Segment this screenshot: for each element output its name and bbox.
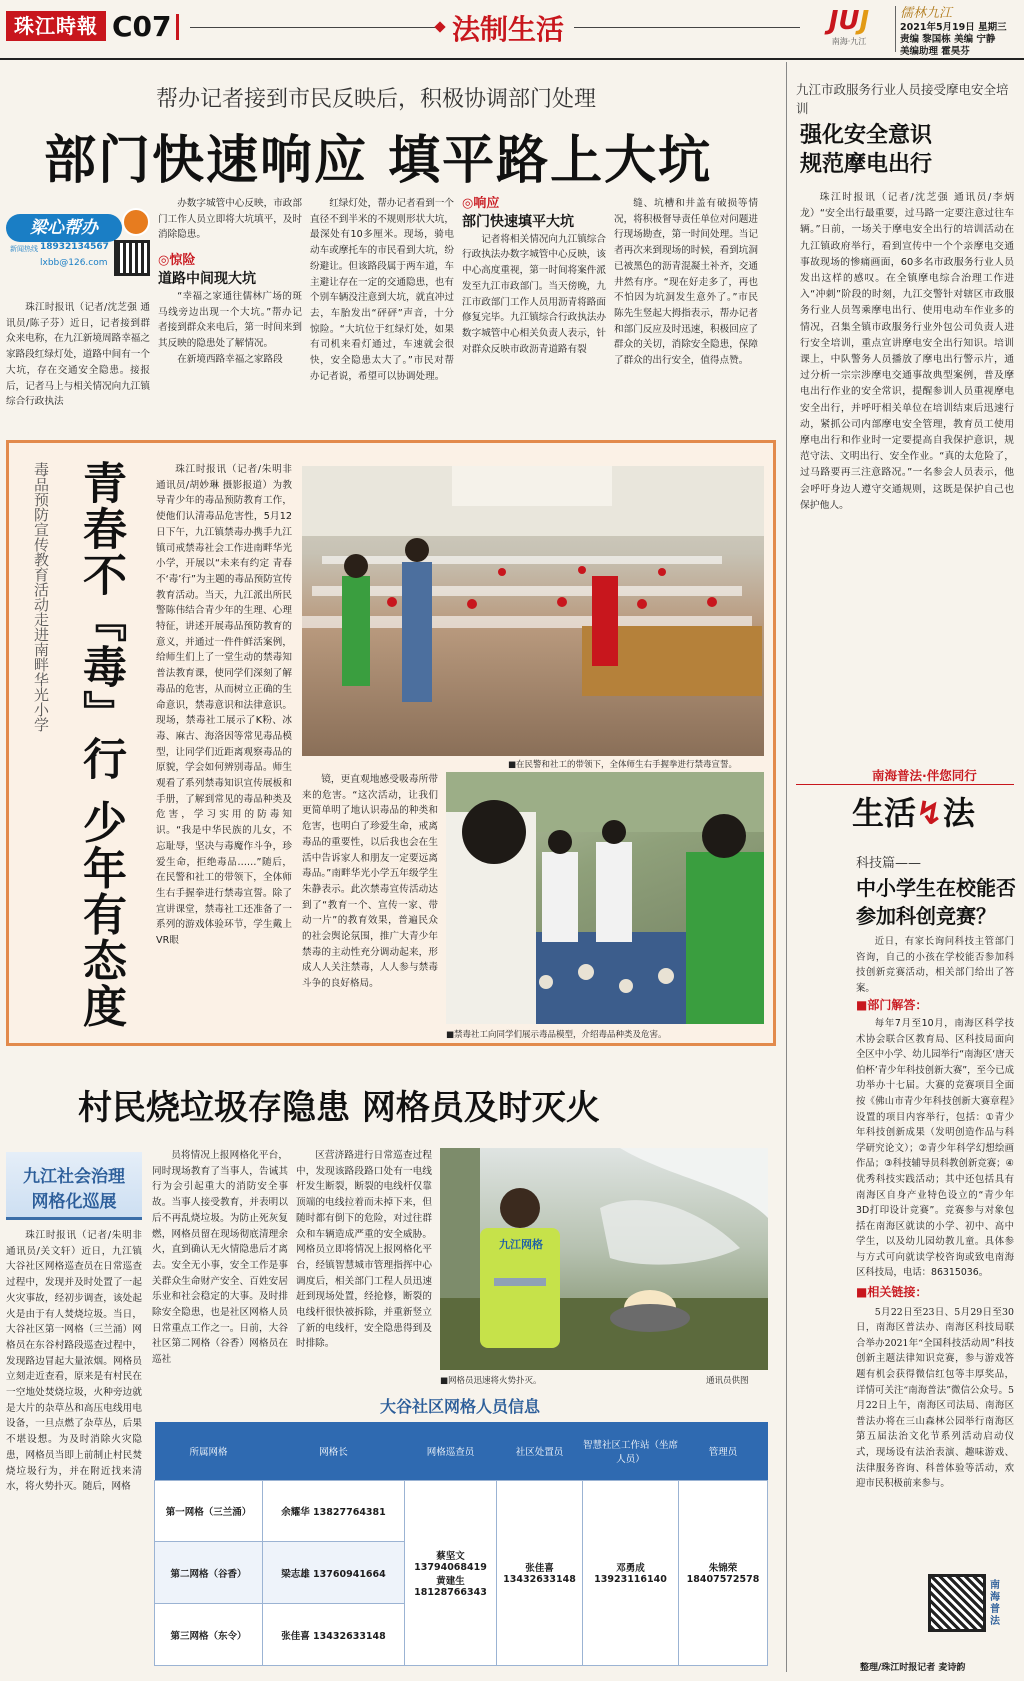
masthead-divider xyxy=(895,6,896,52)
paper-name: 珠江時報 xyxy=(6,11,106,41)
antidrug-col-1: 珠江时报讯（记者/朱明非 通讯员/胡妙琳 摄影报道）为教导青少年的毒品预防教育工作，使他们认清毒品危害性，5月12日下午，九江镇禁毒办携手九江镇司戒禁毒社会工作进南畔华光小学，开展以“未来有约定 青春不‘毒’行”为主题的毒品预防宣传教育活动。当天，九江派出所民警陈伟结合青少年的生理、心理特征，讲述开展毒品预防教育的意义，并通过一件件鲜活案例，给师生们上了一堂生动的禁毒知普法教育课，使同学们深刻了解毒品的危害，从而树立正确的生命意识，禁毒意识和法律意识。现场，禁毒社工展示了K粉、冰毒、麻古、海洛因等常见毒品模型，让同学们近距离观察毒品的原貌，学会如何辨别毒品。师生观看了系列禁毒知识宣传展板和手册，了解到常见的毒品种类及危害，学习实用的防毒知识。“我是中华民族的儿女，不忘耻辱，坚决与毒魔作斗争，珍爱生命，拒绝毒品……”随后，在民警和社工的带领下，全体师生右手握拳进行禁毒宣誓。除了宣讲课堂，禁毒社工还准备了一系列的游戏体验环节，学生戴上VR眼 xyxy=(156,464,292,947)
sidebar1-kicker: 九江市政服务行业人员接受摩电安全培训 xyxy=(796,82,1009,116)
grid-badge-line-2: 网格化巡展 xyxy=(31,1192,117,1212)
sidebar1-body: 珠江时报讯（记者/沈芝强 通讯员/李炳龙）“安全出行最重要，过马路一定要注意过往车辆。”日前，一场关于摩电安全出行的培训活动在九江镇政府举行，看到宣传中一个个亲摩电交通事故现场的惨痛画面，60多名市政服务行业人员发出这样的感叹。在全镇摩电综合治理工作进入“冲刺”阶段的时刻，九江交警针对辖区市政服务行业人员驾乘摩电出行、使用电动车作业多的情况，召集全镇市政服务行业外包公司负责人进行安全培训，重点宣讲摩电安全出行知识。培训课上，中队警务人员播放了摩电出行警示片，通过分析一宗宗涉摩电交通事故典型案例，普及摩电出行作业的安全常识，提醒参训人员重视摩电安全出行，并呼吁相关单位在培训结束后迅速行动，紧抓公司内部摩电安全管理，教育员工使用摩电出行和作业时一定要提高自我保护意识，规范守法、文明出行、安全作业。“真的太危险了，过马路要再三注意路况。”一名参会人员表示，他会呼吁身边人遵守交通规则，这既是保护自己也保护他人。 xyxy=(800,192,1014,511)
grid-badge xyxy=(6,1152,142,1220)
sidebar-divider xyxy=(786,62,787,1672)
sidebar2-credit: 整理/珠江时报记者 麦诗韵 xyxy=(860,1663,966,1673)
page-divider xyxy=(176,14,179,40)
fire-col-2: 员将情况上报网格化平台，同时现场教育了当事人，告诫其行为会引起重大的消防安全事故。当事人接受教育，并表明以后不再乱烧垃圾。为防止死灰复燃，网格员留在现场彻底清理余火，直到确认无火情隐患后才离去。安全无小事，安全工作是事关群众生命财产安全、百姓安居乐业和社会稳定的大事。及时排除安全隐患，也是社区网格人员日常重点工作之一。日前，大谷社区第二网格（谷香）网格员在巡社 xyxy=(152,1150,288,1366)
fire-vest-label: 九江网格 xyxy=(499,1238,543,1251)
sidebar2-body: 近日，有家长询问科技主管部门咨询，自己的小孩在学校能否参加科技创新竞赛活动，相关部门给出了答案。 ■部门解答： 每年7月至10月，南海区科学技术协会联合区教育局、区科技局面向全区中小学、幼儿园举行“南海区‘唐天伯杯’青少年科技创新大赛”，至今已成功举办十七届。大赛的竞赛项目全面按《佛山市青少年科技创新大赛章程》设置的项目内容举行，包括：①青少年科技创新成果（发明创造作品与科学研究论文）；②青少年科学幻想绘画作品；③科技辅导员科教创新竞赛；④优秀科技实践活动；其中还包括具有南海区自身产业特色设立的“青少年3D打印设计竞赛”。竞赛参与对象包括在南海区就读的小学、初中、高中学生，以及幼儿园幼教儿童。具体参与方式可向就读学校咨询或致电南海区科技局，电话：86315036。 ■相关链接： 5月22日至23日、5月29日至30日，南海区普法办、南海区科技局联合举办2021年“全国科技活动周”科技创新主题法律知识竞赛，参与游戏答题有机会获得微信红包等丰厚奖品，详情可关注“南海普法”微信公众号。5月22日上午，南海区司法局、南海区普法办将在三山森林公园举行南海区第五届法治文化节系列活动启动仪式，现场设有法治表演、趣味游戏、法律服务咨询、科普体验等活动，欢迎市民积极前来参与。 xyxy=(856,936,1014,1490)
subhead-fix: 部门快速填平大坑 xyxy=(462,213,574,230)
table-row: 第二网格（谷香） 梁志雄 13760941664 xyxy=(155,1542,768,1604)
th-leader: 网格长 xyxy=(319,1446,348,1458)
bolt-icon: ↯ xyxy=(916,794,943,832)
grid-table xyxy=(154,1422,768,1666)
fire-credit: 通讯员供图 xyxy=(706,1376,749,1386)
help-logo xyxy=(6,208,156,280)
main-col-3: 红绿灯处，帮办记者看到一个直径不到半米的不规则形状大坑，最深处有10多厘米。现场，骑电动车或摩托车的市民看到大坑，纷纷避让。但该路段属于两车道，车主避让存在一定的交通隐患，也有个别车辆没注意到大坑，就直冲过去，车胎发出“砰砰”声音，十分惊险。“大坑位于红绿灯处，如果有司机来看灯通过，车速就会很快，安全隐患太大了。”市民对帮办记者说，希望可以协调处理。 xyxy=(310,198,454,382)
sidebar1-title-2: 规范摩电出行 xyxy=(800,152,933,177)
sidebar2-banner: 南海普法·伴您同行 xyxy=(872,768,977,783)
sidebar2-logo-text-1: 生活 xyxy=(852,794,917,832)
th-admin: 管理员 xyxy=(708,1446,738,1458)
slogan: 儒林九江 xyxy=(900,6,953,21)
antidrug-photo-oath xyxy=(302,466,764,756)
cell-station: 邓勇成 13923116140 xyxy=(583,1480,679,1666)
help-logo-phone: 18932134567 xyxy=(40,242,109,252)
help-logo-avatar xyxy=(122,208,150,236)
fire-headline: 村民烧垃圾存隐患 网格员及时灭火 xyxy=(78,1088,600,1128)
antidrug-col-2: 镜，更直观地感受吸毒所带来的危害。“这次活动，让我们更简单明了地认识毒品的种类和危害，也明白了珍爱生命，戒离毒品的重要性，以后我也会在生活中告诉家人和朋友一定要远离毒品。”南畔华光小学五年级学生朱静表示。此次禁毒宣传活动达到了“教育一个、宣传一家、带动一片”的教育效果，普遍民众的社会舆论氛围，推广大青少年禁毒的主动性充分调动起来，形成人人关注禁毒，人人参与禁毒斗争的良好格局。 xyxy=(302,774,438,990)
sidebar2-banner-rule xyxy=(796,784,1014,785)
th-handler: 社区处置员 xyxy=(515,1446,564,1458)
main-col-5: 缝、坑槽和井盖有破损等情况，将积极督导责任单位对问题进行现场勘查，第一时间处理。当记者再次来到现场的时候，看到坑洞已被黑色的沥青混凝土补齐，交通井然有序。“现在好走多了，再也不怕因为坑洞发生意外了。”市民陈先生竖起大拇指表示，帮办记者和部门反应及时迅速，积极回应了群众的关切，消除安全隐患，保障了群众的出行安全，值得点赞。 xyxy=(614,198,758,367)
main-kicker: 帮办记者接到市民反映后，积极协调部门处理 xyxy=(156,87,597,112)
sidebar2-head-answer: ■部门解答： xyxy=(856,998,928,1013)
sidebar2-logo-text-2: 法 xyxy=(942,794,975,832)
fire-col-3: 区营济路进行日常巡查过程中，发现该路段路口处有一电线杆发生断裂，断裂的电线杆仅靠顶端的电线拉着而未掉下来，但随时都有倒下的危险，对过往群众和车辆造成严重的安全威胁。网格员立即将情况上报网格化平台，经镇智慧城市管理指挥中心调度后，相关部门工程人员迅速赶到现场处置，经抢修，断裂的电线杆很快被拆除，并重新竖立了新的电线杆，安全隐患得到及时排除。 xyxy=(296,1150,432,1350)
section-label-response: ◎响应 xyxy=(462,196,500,211)
masthead-rule xyxy=(0,58,1024,60)
sidebar2-title-1: 中小学生在校能否 xyxy=(856,876,1016,900)
section-diamond-icon xyxy=(434,21,445,32)
main-col-1: 珠江时报讯（记者/沈芝强 通讯员/陈子芬）近日，记者接到群众来电称，在九江新境周路幸福之家路段红绿灯处，道路中间有一个大坑，存在交通安全隐患。接报后，记者马上与相关情况向九江镇综合行政执法 xyxy=(6,302,150,408)
masthead xyxy=(0,0,1024,58)
cell-handler: 张佳喜 13432633148 xyxy=(497,1480,583,1666)
antidrug-photo-display xyxy=(446,772,764,1024)
editors-line-2: 美编助理 霍昊芬 xyxy=(900,46,970,57)
sidebar2-logo xyxy=(852,788,1012,836)
main-headline: 部门快速响应 填平路上大坑 xyxy=(44,130,713,191)
issue-date: 2021年5月19日 星期三 xyxy=(900,22,1007,33)
help-logo-email: lxbb@126.com xyxy=(40,258,108,268)
th-grid: 所属网格 xyxy=(189,1446,228,1458)
editors-line: 责编 黎国栋 美编 宁静 xyxy=(900,34,996,45)
sidebar2-qr-label: 南海普法 xyxy=(990,1580,1000,1627)
th-station: 智慧社区工作站（坐席人员） xyxy=(582,1439,678,1465)
fire-photo xyxy=(440,1148,768,1370)
main-col-4: ◎响应 部门快速填平大坑 记者将相关情况向九江镇综合行政执法办数字城管中心反映，该中心高度重视，第一时间将案件派发至九江市政部门。当天傍晚，九江市政部门工作人员用沥青将路面修复完毕。九江镇综合行政执法办数字城管中心相关负责人表示，针对群众反映市政沥青道路有裂 xyxy=(462,196,606,355)
section-label-alarm: ◎惊险 xyxy=(158,253,196,269)
help-qr-icon xyxy=(114,240,150,276)
antidrug-caption-1: ■在民警和社工的带领下，全体师生右手握拳进行禁毒宣誓。 xyxy=(508,760,738,770)
section-title: 法制生活 xyxy=(452,13,565,46)
sidebar2-title-2: 参加科创竞赛？ xyxy=(856,904,996,928)
brand-logo: JUJ 南海·九江 xyxy=(828,6,870,46)
help-logo-title: 梁心帮办 xyxy=(6,214,122,242)
grid-table-title: 大谷社区网格人员信息 xyxy=(379,1397,540,1416)
th-inspector: 网格巡查员 xyxy=(426,1446,475,1458)
page-number: C07 xyxy=(112,10,172,43)
section-rule-left xyxy=(190,27,440,28)
sidebar2-head-link: ■相关链接： xyxy=(856,1285,928,1300)
sidebar2-qr-icon xyxy=(928,1574,986,1632)
grid-badge-line-1: 九江社会治理 xyxy=(23,1167,125,1187)
subhead-pit: 道路中间现大坑 xyxy=(158,270,256,287)
sidebar1-title-1: 强化安全意识 xyxy=(800,123,933,148)
help-logo-phone-label: 新闻热线 xyxy=(10,245,38,253)
antidrug-caption-2: ■禁毒社工向同学们展示毒品模型，介绍毒品种类及危害。 xyxy=(446,1030,667,1040)
fire-caption: ■网格员迅速将火势扑灭。 xyxy=(440,1376,542,1386)
section-rule-right xyxy=(574,27,800,28)
antidrug-vertical-title: 青春不『毒』行 少年有态度 xyxy=(75,460,126,1030)
table-row: 第一网格（三兰涌） 余耀华 13827764381 蔡坚文 13794068419 黄建生 18128766343 张佳喜 13432633148 邓勇成 13923116140 朱锦荣 18407572578 xyxy=(155,1480,768,1542)
antidrug-vertical-subtitle: 毒品预防宣传教育活动走进南畔华光小学 xyxy=(32,462,50,732)
cell-admin: 朱锦荣 18407572578 xyxy=(679,1480,768,1666)
main-col-2: 办数字城管中心反映，市政部门工作人员立即将大坑填平，及时消除隐患。 ◎惊险 道路中间现大坑 “幸福之家通往儒林广场的斑马线旁边出现一个大坑。”帮办记者接到群众来电后，第一时间来到其反映的隐患处了解情况。 在新境西路幸福之家路段 xyxy=(158,198,302,365)
sidebar2-kicker: 科技篇—— xyxy=(856,856,922,871)
fire-col-1: 珠江时报讯（记者/朱明非 通讯员/关文轩）近日，九江镇大谷社区网格巡查员在日常巡查过程中，发现并及时处置了一起火灾事故，经初步调查，该处起火是由于有人焚烧垃圾。当日，大谷社区第一网格（三兰涌）网格员在东谷村路段巡查过程中，发现路边冒起大量浓烟。网格员立刻走近查看，原来是有村民在一空地处焚烧垃圾，火种旁边就是大片的杂草丛和高压电线用电设备，一旦点燃了杂草丛，后果不堪设想。为及时消除火灾隐患，网格员当即上前制止村民焚烧垃圾行为，并在附近找来清水，将火势扑灭。随后，网格 xyxy=(6,1230,142,1493)
table-row: 第三网格（东令） 张佳喜 13432633148 xyxy=(155,1604,768,1666)
cell-inspector: 蔡坚文 13794068419 黄建生 18128766343 xyxy=(405,1480,497,1666)
